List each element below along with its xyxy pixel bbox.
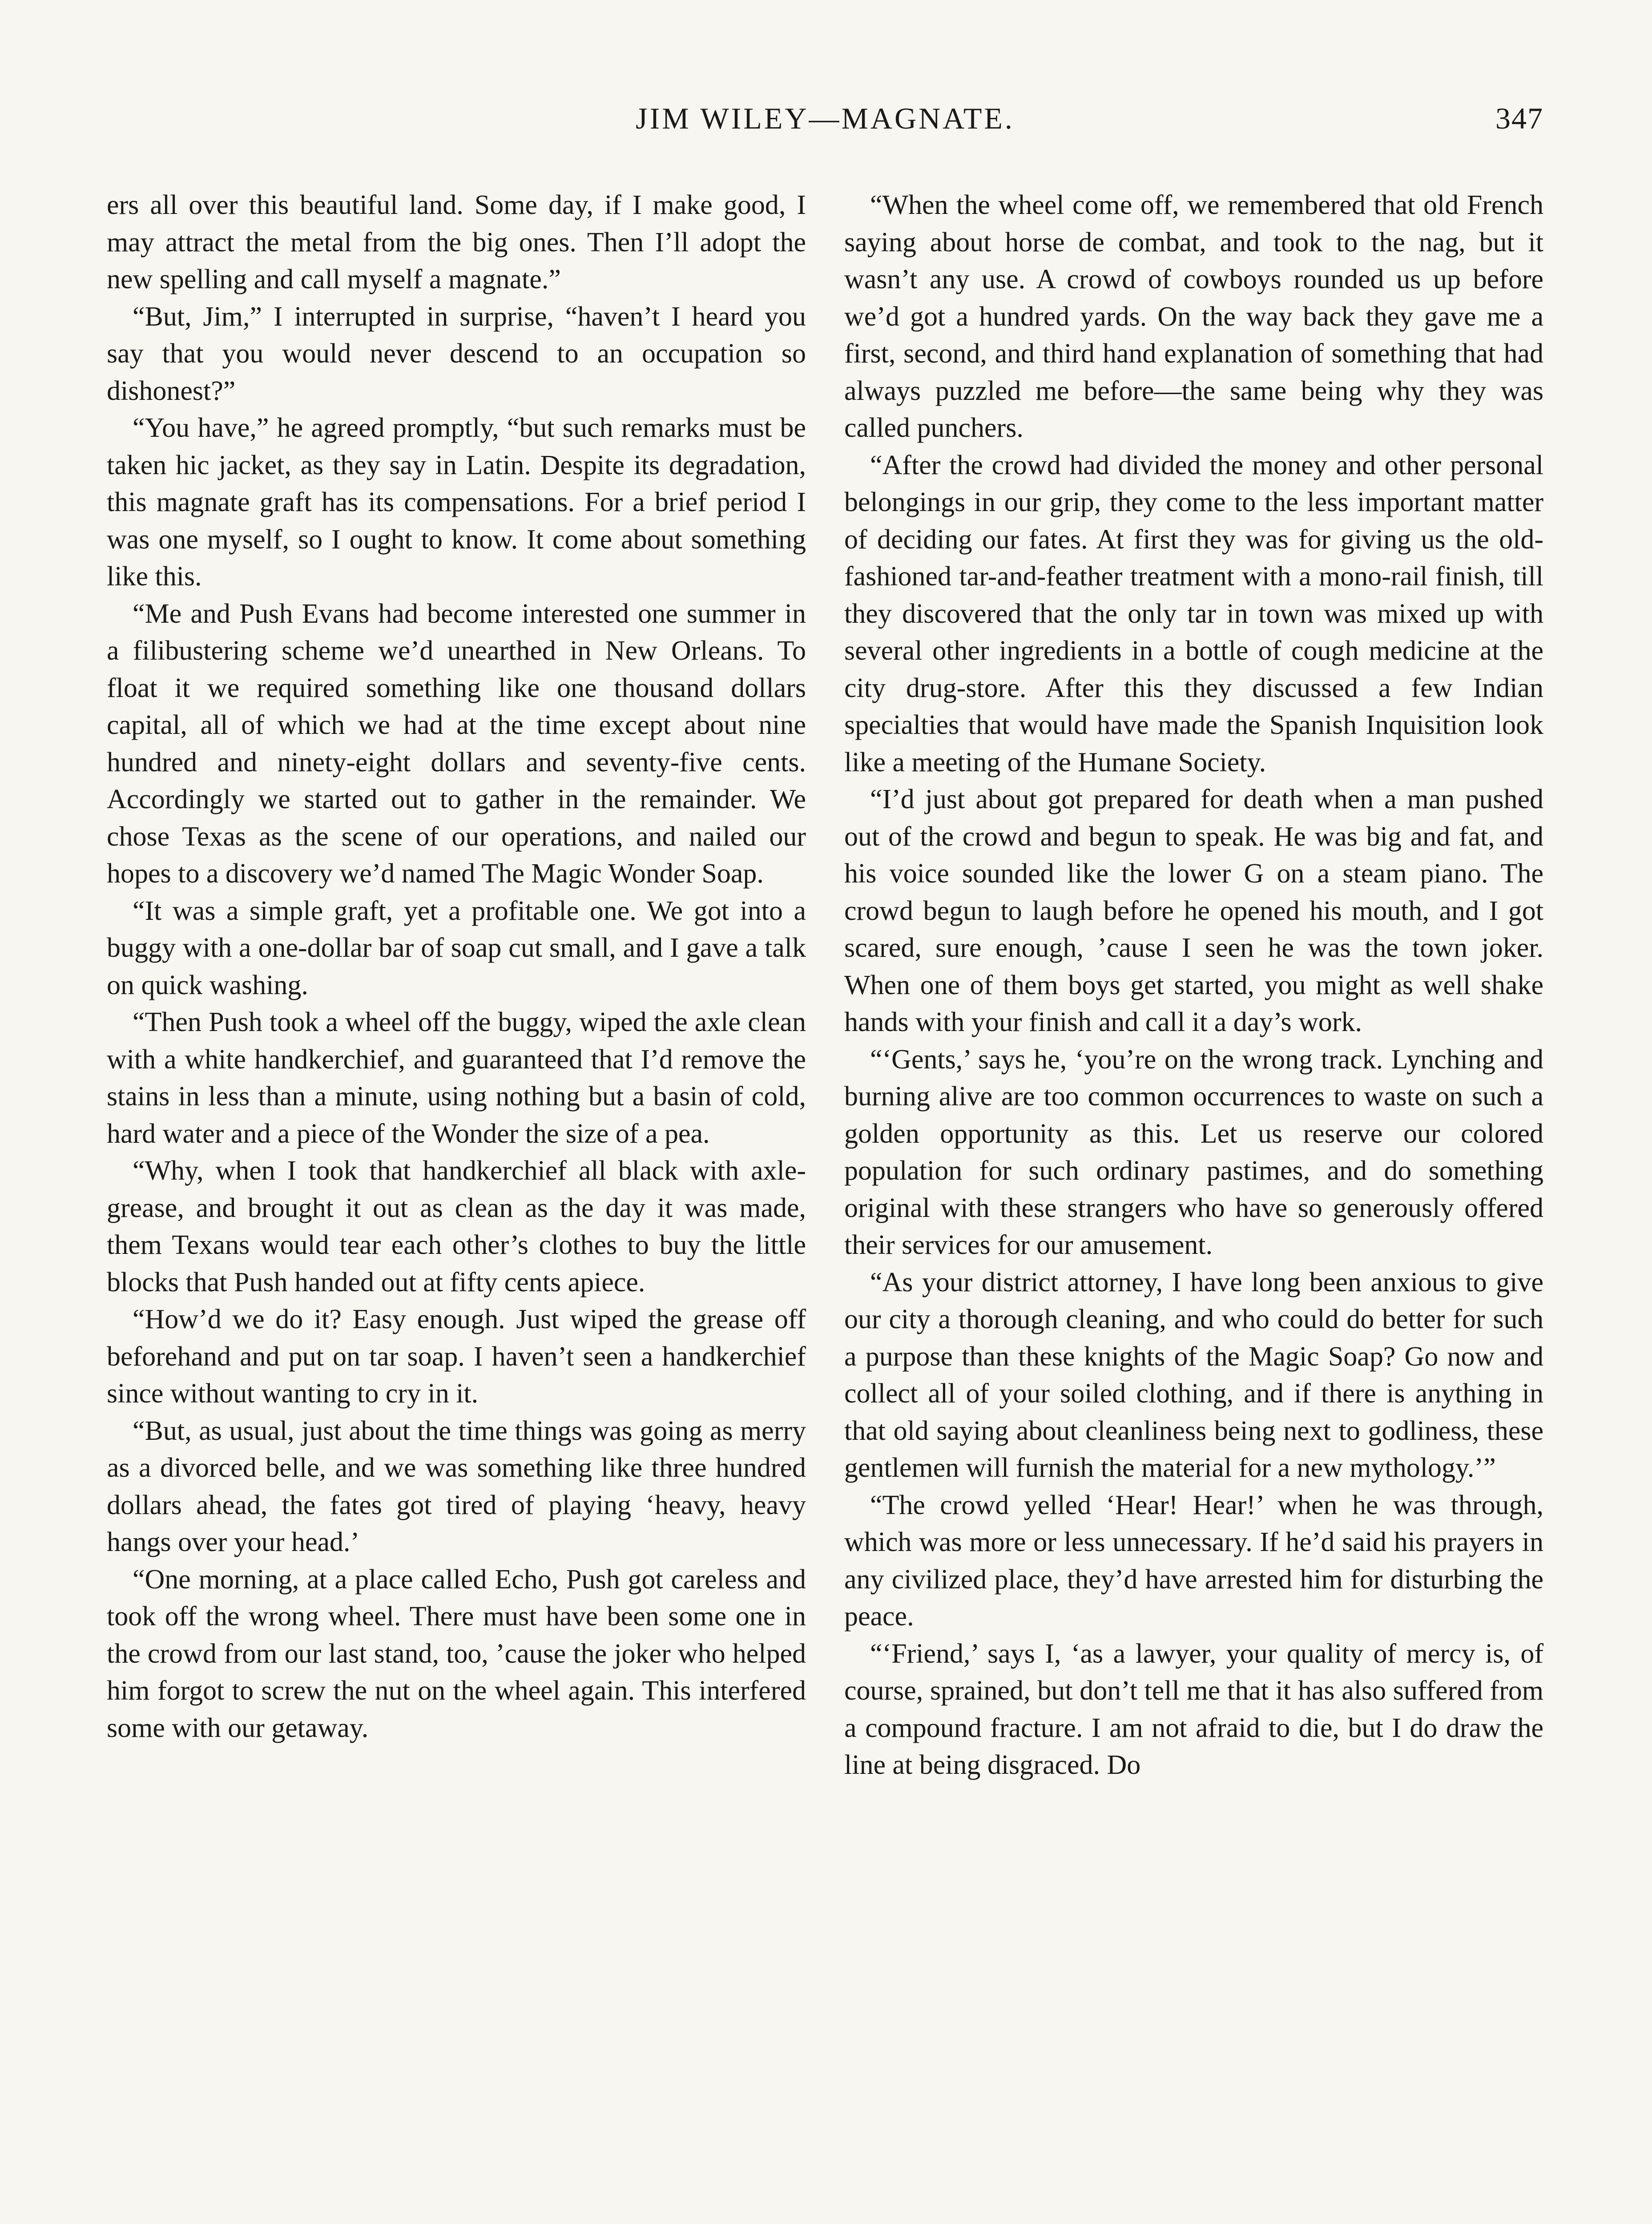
paragraph: “As your district attorney, I have long been anxious to give our city a thorough cleaning, and who could do better for such a purpose than these knights of the Magic Soap? Go now and collect all of your soiled clothing, and if there is anything in that old saying about cleanliness being next to godliness, these gentlemen will furnish the material for a new mythology.’”: [844, 1267, 1543, 1483]
paragraph: “I’d just about got prepared for death when a man pushed out of the crowd and begun to speak. He was big and fat, and his voice sounded like the lower G on a steam piano. The crowd begun to laugh before he opened his mouth, and I got scared, sure enough, ’cause I seen he was the town joker. When one of them boys get started, you might as well shake hands with your finish and call it a day’s work.: [844, 784, 1543, 1037]
paragraph: “‘Gents,’ says he, ‘you’re on the wrong track. Lynching and burning alive are too common occurrences to waste on such a golden opportunity as this. Let us reserve our colored population for such ordinary pastimes, and do something original with these strangers who have so generously offered their services for our amusement.: [844, 1044, 1543, 1260]
paragraph: “Why, when I took that handkerchief all black with axle-grease, and brought it out as clean as the day it was made, them Texans would tear each other’s clothes to buy the little blocks that Push handed out at fifty cents apiece.: [107, 1156, 806, 1297]
paragraph: “After the crowd had divided the money and other personal belongings in our grip, they come to the less important matter of deciding our fates. At first they was for giving us the old-fashioned tar-and-feather treatment with a mono-rail finish, till they discovered that the only tar in town was mixed up with several other ingredients in a bottle of cough medicine at the city drug-store. After this they discussed a few Indian specialties that would have made the Spanish Inquisition look like a meeting of the Humane Society.: [844, 450, 1543, 778]
running-header: [107, 91, 1543, 145]
paragraph: ers all over this beautiful land. Some day, if I make good, I may attract the metal from the big ones. Then I’ll adopt the new spelling and call myself a magnate.”: [107, 190, 806, 294]
page-number: 347: [1495, 101, 1543, 135]
running-title: JIM WILEY—MAGNATE.: [636, 101, 1015, 135]
paragraph: “One morning, at a place called Echo, Push got careless and took off the wrong wheel. There must have been some one in the crowd from our last stand, too, ’cause the joker who helped him forgot to screw the nut on the wheel again. This interfered some with our getaway.: [107, 1564, 806, 1743]
paragraph: “But, Jim,” I interrupted in surprise, “haven’t I heard you say that you would never descend to an occupation so dishonest?”: [107, 301, 806, 406]
paragraph: “Then Push took a wheel off the buggy, wiped the axle clean with a white handkerchief, and guaranteed that I’d remove the stains in less than a minute, using nothing but a basin of cold, hard water and a piece of the Wonder the size of a pea.: [107, 1007, 806, 1149]
text-columns: [107, 187, 1543, 2224]
paragraph: “It was a simple graft, yet a profitable one. We got into a buggy with a one-dollar bar of soap cut small, and I gave a talk on quick washing.: [107, 895, 806, 1000]
left-column: [107, 187, 806, 2224]
right-column: [844, 187, 1543, 2224]
paragraph: “How’d we do it? Easy enough. Just wiped the grease off beforehand and put on tar soap. I haven’t seen a handkerchief since without wanting to cry in it.: [107, 1304, 806, 1409]
paragraph: “The crowd yelled ‘Hear! Hear!’ when he was through, which was more or less unnecessary. If he’d said his prayers in any civilized place, they’d have arrested him for disturbing the peace.: [844, 1490, 1543, 1632]
paragraph: “‘Friend,’ says I, ‘as a lawyer, your quality of mercy is, of course, sprained, but don’t tell me that it has also suffered from a compound fracture. I am not afraid to die, but I do draw the line at being disgraced. Do: [844, 1638, 1543, 1780]
paragraph: “When the wheel come off, we remembered that old French saying about horse de combat, and took to the nag, but it wasn’t any use. A crowd of cowboys rounded us up before we’d got a hundred yards. On the way back they gave me a first, second, and third hand explanation of something that had always puzzled me before—the same being why they was called punchers.: [844, 190, 1543, 443]
paragraph: “But, as usual, just about the time things was going as merry as a divorced belle, and we was something like three hundred dollars ahead, the fates got tired of playing ‘heavy, heavy hangs over your head.’: [107, 1415, 806, 1557]
paragraph: “You have,” he agreed promptly, “but such remarks must be taken hic jacket, as they say in Latin. Despite its degradation, this magnate graft has its compensations. For a brief period I was one myself, so I ought to know. It come about something like this.: [107, 413, 806, 592]
paragraph: “Me and Push Evans had become interested one summer in a filibustering scheme we’d unearthed in New Orleans. To float it we required something like one thousand dollars capital, all of which we had at the time except about nine hundred and ninety-eight dollars and seventy-five cents. Accordingly we started out to gather in the remainder. We chose Texas as the scene of our operations, and nailed our hopes to a discovery we’d named The Magic Wonder Soap.: [107, 598, 806, 889]
